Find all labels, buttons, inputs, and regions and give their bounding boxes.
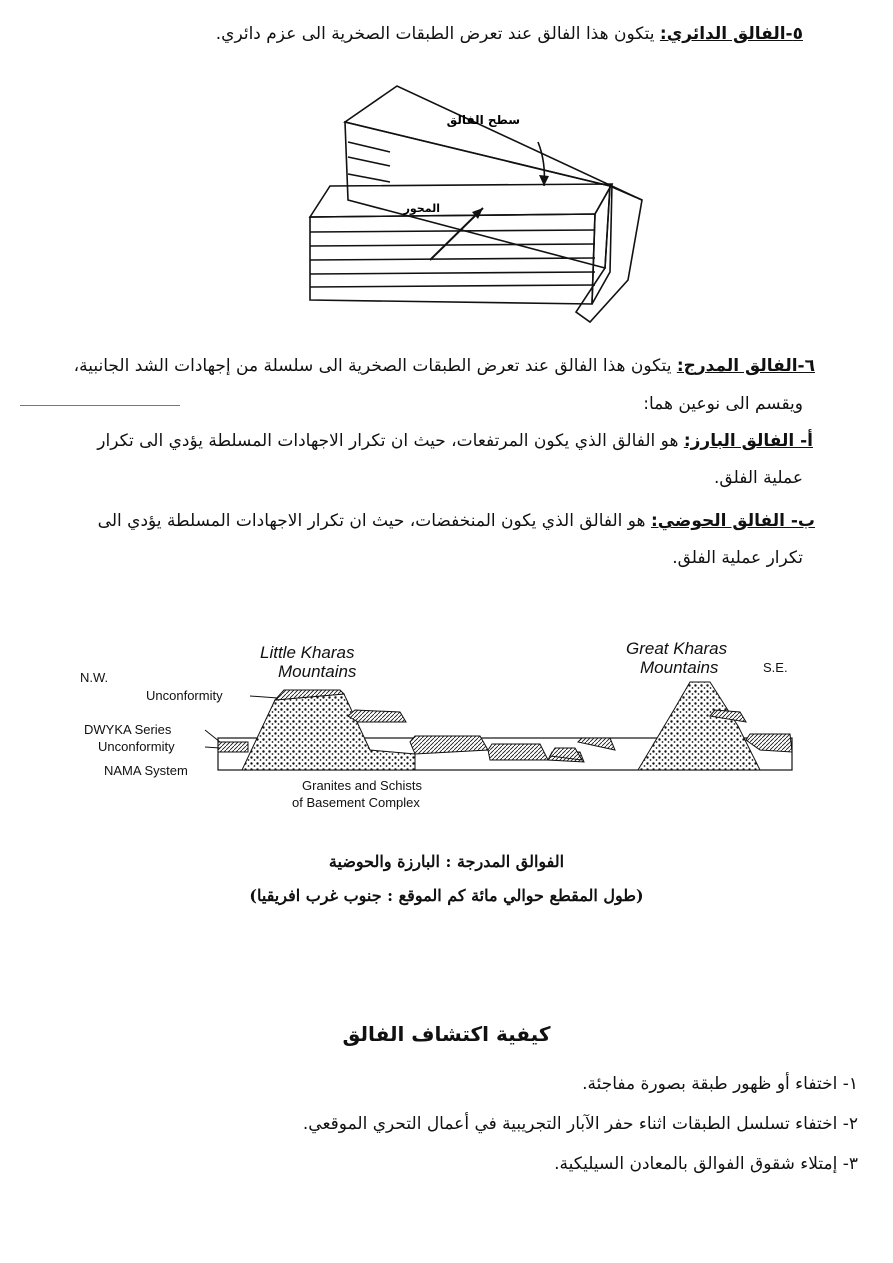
nama-label: NAMA System xyxy=(104,763,188,778)
front-block-top xyxy=(310,184,612,217)
axis-label: المحور xyxy=(403,202,440,215)
unconformity-low-label: Unconformity xyxy=(98,739,175,754)
item-b-line2: تكرار عملية الفلق. xyxy=(672,548,803,568)
item-a-term: أ- الفالق البارز: xyxy=(683,431,813,451)
section6-text1: يتكون هذا الفالق عند تعرض الطبقات الصخرية الى سلسلة من إجهادات الشد الجانبية، xyxy=(73,356,672,376)
section5-text: يتكون هذا الفالق عند تعرض الطبقات الصخرية الى عزم دائري. xyxy=(215,24,655,44)
great-kharas-label-2: Mountains xyxy=(640,658,719,677)
section5-term: ٥-الفالق الدائري: xyxy=(659,24,803,44)
item-a-line2: عملية الفلق. xyxy=(714,468,803,488)
section6-line2: ويقسم الى نوعين هما: xyxy=(643,394,803,414)
item-b-text1: هو الفالق الذي يكون المنخفضات، حيث ان تكرار الاجهادات المسلطة يؤدي الى xyxy=(97,511,646,531)
item-b-term: ب- الفالق الحوضي: xyxy=(650,511,815,531)
section6-line1 xyxy=(74,350,815,382)
fault-plane-label: سطح الفالق xyxy=(446,113,520,127)
item-a-line1 xyxy=(97,425,813,457)
kharas-cross-section xyxy=(70,630,810,820)
little-kharas-label-2: Mountains xyxy=(278,662,357,681)
detection-item-2: ٢- اختفاء تسلسل الطبقات اثناء حفر الآبار التجريبية في أعمال التحري الموقعي. xyxy=(302,1114,858,1134)
nw-label: N.W. xyxy=(80,670,109,685)
unconformity-top-label: Unconformity xyxy=(146,688,223,703)
pen-underline xyxy=(20,404,180,406)
detection-heading: كيفية اكتشاف الفالق xyxy=(342,1022,551,1046)
item-b-line1 xyxy=(98,505,815,537)
item-a-text1: هو الفالق الذي يكون المرتفعات، حيث ان تكرار الاجهادات المسلطة يؤدي الى تكرار xyxy=(97,431,679,451)
little-kharas-label-1: Little Kharas xyxy=(260,643,355,662)
detection-item-1: ١- اختفاء أو ظهور طبقة بصورة مفاجئة. xyxy=(582,1074,858,1094)
little-kharas-granite xyxy=(242,694,415,770)
rotational-fault-diagram xyxy=(300,82,650,337)
figure-caption-line1: الفوالق المدرجة : البارزة والحوضية xyxy=(328,852,565,871)
back-block-side xyxy=(576,186,642,322)
se-label: S.E. xyxy=(763,660,788,675)
figure-caption-line2: (طول المقطع حوالي مائة كم الموقع : جنوب غرب افريقيا) xyxy=(249,886,644,905)
great-kharas-granite xyxy=(638,682,760,770)
granites-label-1: Granites and Schists xyxy=(302,778,422,793)
dwyka-label: DWYKA Series xyxy=(84,722,172,737)
great-kharas-label-1: Great Kharas xyxy=(626,639,728,658)
detection-item-3: ٣- إمتلاء شقوق الفوالق بالمعادن السيليكية. xyxy=(554,1154,858,1174)
section5-paragraph xyxy=(216,18,803,50)
section6-term: ٦-الفالق المدرج: xyxy=(676,356,815,376)
granites-label-2: of Basement Complex xyxy=(292,795,420,810)
